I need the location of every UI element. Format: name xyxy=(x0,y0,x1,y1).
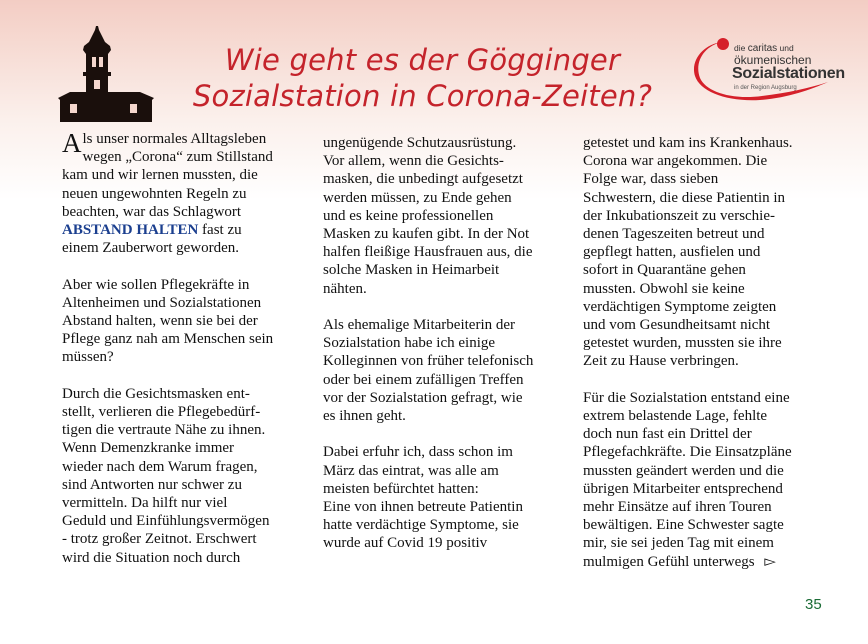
text-line: vor der Sozialstation gefragt, wie xyxy=(323,389,523,406)
article-column-2 xyxy=(323,134,553,553)
drop-cap: A xyxy=(62,128,82,158)
text-line: extrem belastende Lage, fehlte xyxy=(583,408,768,425)
text-line: und es keine professionellen xyxy=(323,207,494,224)
text-line: und vom Gesundheitsamt nicht xyxy=(583,317,771,334)
paragraph-gap xyxy=(583,371,813,389)
paragraph-quarantine xyxy=(583,134,813,371)
text-line: müssen? xyxy=(62,349,114,366)
text-line: Sozialstation habe ich einige xyxy=(323,335,496,352)
text-line: kam und wir lernen mussten, die xyxy=(62,167,258,184)
text-line: Kolleginnen von früher telefonisch xyxy=(323,353,534,370)
paragraph-intro xyxy=(62,130,294,257)
highlight-abstand-halten: ABSTAND HALTEN xyxy=(62,222,199,239)
text-line: Pflege ganz nah am Menschen sein xyxy=(62,331,274,348)
text-line: halfen fleißige Hausfrauen aus, die xyxy=(323,244,533,261)
text-line: einem Zauberwort geworden. xyxy=(62,240,240,257)
text-line: nähten. xyxy=(323,280,367,297)
text-line: gepflegt hatten, ausfielen und xyxy=(583,244,761,261)
text-line: März das eintrat, was alle am xyxy=(323,462,499,479)
text-line: Abstand halten, wenn sie bei der xyxy=(62,313,258,330)
text-line: Eine von ihnen betreute Patientin xyxy=(323,499,523,516)
logo-line-4: in der Region Augsburg xyxy=(734,85,797,91)
text-line: mussten geändert werden und die xyxy=(583,462,784,479)
text-line: fast zu xyxy=(198,222,242,239)
text-line: vermitteln. Da hilft nur viel xyxy=(62,495,228,512)
text-line: es ihnen geht. xyxy=(323,408,406,425)
article-column-3 xyxy=(583,134,813,571)
paragraph-burden xyxy=(583,389,813,571)
paragraph-masks xyxy=(62,385,294,567)
logo-line-3: Sozialstationen xyxy=(732,65,845,82)
article-column-1 xyxy=(62,130,294,567)
text-line: denen Tageszeiten betreut und xyxy=(583,226,765,243)
text-line: übrigen Mitarbeiter entsprechend xyxy=(583,480,783,497)
text-line: mussten. Obwohl sie keine xyxy=(583,280,745,297)
paragraph-equipment xyxy=(323,134,553,298)
text-line: Als ehemalige Mitarbeiterin der xyxy=(323,317,516,334)
text-line: Corona war angekommen. Die xyxy=(583,153,768,170)
text-line: wurde auf Covid 19 positiv xyxy=(323,535,488,552)
paragraph-gap xyxy=(62,367,294,385)
sozialstationen-logo xyxy=(692,34,845,104)
text-line: Vor allem, wenn die Gesichts- xyxy=(323,153,504,170)
text-line: mulmigen Gefühl unterwegs xyxy=(583,553,755,570)
text-line: Für die Sozialstation entstand eine xyxy=(583,389,790,406)
logo-prefix: die xyxy=(734,43,748,53)
text-line: bewältigen. Eine Schwester sagte xyxy=(583,517,784,534)
text-line: Folge war, dass sieben xyxy=(583,171,719,188)
logo-caritas: caritas xyxy=(747,43,778,54)
text-line: neuen ungewohnten Regeln zu xyxy=(62,185,247,202)
text-line: doch nun fast ein Drittel der xyxy=(583,426,752,443)
text-line: Masken zu kaufen gibt. In der Not xyxy=(323,226,530,243)
text-line: mehr Einsätze auf ihren Touren xyxy=(583,499,772,516)
text-line: Dabei erfuhr ich, dass schon im xyxy=(323,444,513,461)
paragraph-gap xyxy=(323,298,553,316)
paragraph-gap xyxy=(62,257,294,275)
paragraph-gap xyxy=(323,425,553,443)
title-line-1: Wie geht es der Gögginger xyxy=(224,43,621,77)
text-line: getestet wurden, mussten sie ihre xyxy=(583,335,782,352)
text-line: der Inkubationszeit zu verschie- xyxy=(583,207,776,224)
text-line: ls unser normales Alltagsleben xyxy=(82,131,267,147)
text-line: Wenn Demenzkranke immer xyxy=(62,440,235,457)
page-number: 35 xyxy=(805,596,822,613)
text-line: Altenheimen und Sozialstationen xyxy=(62,294,262,311)
text-line: Zeit zu Hause verbringen. xyxy=(583,353,739,370)
text-line: werden müssen, zu Ende gehen xyxy=(323,189,512,206)
text-line: Geduld und Einfühlungsvermögen xyxy=(62,513,270,530)
text-line: wieder nach dem Warum fragen, xyxy=(62,458,258,475)
text-line: Schwestern, die diese Patientin in xyxy=(583,189,786,206)
paragraph-colleagues xyxy=(323,316,553,425)
text-line: sind Antworten nur schwer zu xyxy=(62,476,242,493)
text-line: - trotz großer Zeitnot. Erschwert xyxy=(62,531,257,548)
text-line: Durch die Gesichtsmasken ent- xyxy=(62,385,250,402)
paragraph-question xyxy=(62,276,294,367)
page-title xyxy=(170,42,675,114)
text-line: tigen die vertraute Nähe zu ihnen. xyxy=(62,422,266,439)
text-line: verdächtigen Symptome zeigten xyxy=(583,298,777,315)
text-line: ungenügende Schutzausrüstung. xyxy=(323,135,517,151)
text-line: wegen „Corona“ zum Stillstand xyxy=(82,149,273,166)
text-line: stellt, verlieren die Pflegebedürf- xyxy=(62,404,261,421)
text-line: wird die Situation noch durch xyxy=(62,549,241,566)
text-line: getestet und kam ins Krankenhaus. xyxy=(583,135,793,151)
logo-line-2: ökumenischen xyxy=(734,53,812,67)
text-line: beachten, war das Schlagwort xyxy=(62,203,242,220)
text-line: masken, die unbedingt aufgesetzt xyxy=(323,171,523,188)
text-line: mir, sie sei jeden Tag mit einem xyxy=(583,535,774,552)
text-line: meisten befürchtet hatten: xyxy=(323,480,479,497)
text-line: solche Masken in Heimarbeit xyxy=(323,262,500,279)
paragraph-march xyxy=(323,443,553,552)
logo-suffix: und xyxy=(777,43,794,53)
page-header xyxy=(0,0,868,130)
continue-arrow-icon: ▻ xyxy=(764,553,776,570)
text-line: oder bei einem zufälligen Treffen xyxy=(323,371,524,388)
text-line: hatte verdächtige Symptome, sie xyxy=(323,517,519,534)
text-line: sofort in Quarantäne gehen xyxy=(583,262,746,279)
church-tower-icon xyxy=(56,26,154,122)
title-line-2: Sozialstation in Corona-Zeiten? xyxy=(192,79,653,113)
text-line: Aber wie sollen Pflegekräfte in xyxy=(62,276,250,293)
text-line: Pflegefachkräfte. Die Einsatzpläne xyxy=(583,444,792,461)
